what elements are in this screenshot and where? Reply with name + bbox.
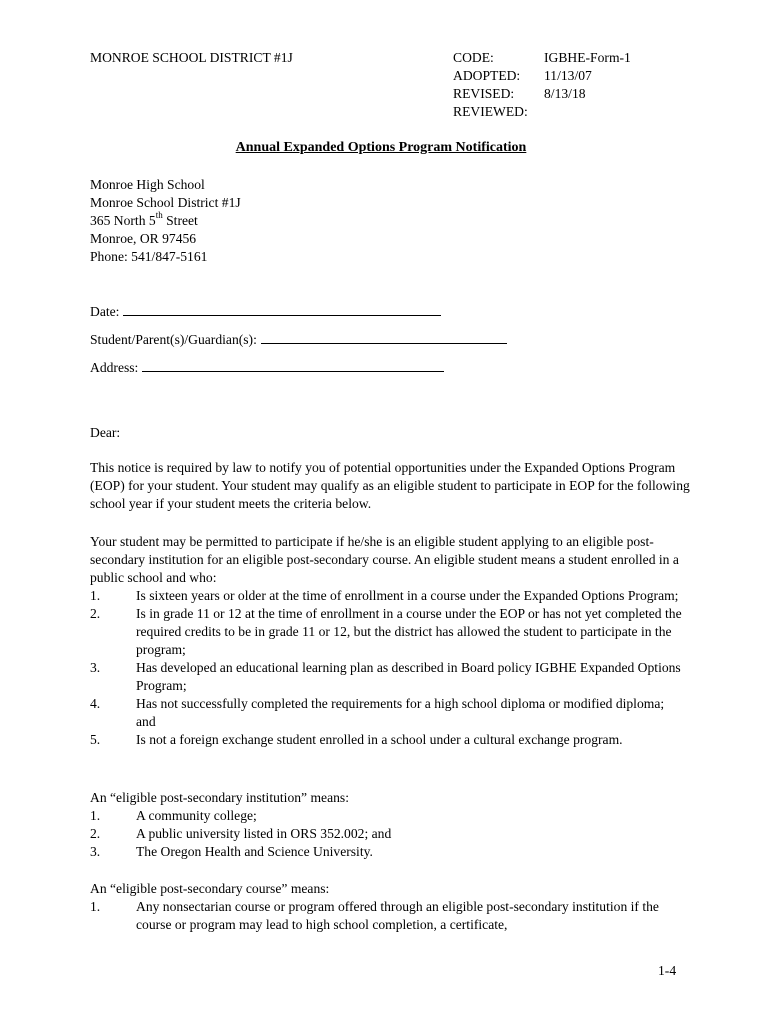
list-item [90, 587, 686, 605]
list-number: 1. [90, 808, 101, 823]
eligibility-section [90, 533, 686, 749]
list-item [90, 898, 690, 934]
intro-text: This notice is required by law to notify you of potential opportunities under the Expanded Options Program (EOP) for your student. Your student may qualify as an eligible student to participate in EOP for the following school year if your student meets the criteria below. [90, 460, 690, 511]
list-number: 2. [90, 826, 101, 841]
list-text: Is in grade 11 or 12 at the time of enrollment in a course under the EOP or has not yet completed the required credits to be in grade 11 or 12, but the district has allowed the student to participate in the program; [136, 606, 682, 657]
list-item [90, 731, 686, 749]
list-text: Has not successfully completed the requirements for a high school diploma or modified diploma; and [136, 696, 665, 729]
list-item [90, 843, 690, 861]
list-number: 1. [90, 588, 101, 603]
list-item [90, 825, 690, 843]
school-name: Monroe High School [90, 177, 205, 192]
list-item [90, 605, 686, 659]
list-number: 3. [90, 844, 101, 859]
course-intro: An “eligible post-secondary course” means: [90, 881, 330, 896]
list-item [90, 807, 690, 825]
street-number: 365 North 5 [90, 213, 156, 228]
meta-row-adopted [453, 67, 673, 85]
list-number: 4. [90, 696, 101, 711]
meta-row-revised [453, 85, 673, 103]
meta-value: 8/13/18 [544, 86, 586, 101]
address-blank-line[interactable] [142, 359, 444, 372]
meta-key: REVISED: [453, 86, 515, 101]
school-address [90, 176, 241, 266]
meta-key: CODE: [453, 50, 494, 65]
meta-key: REVIEWED: [453, 104, 528, 119]
district-name: MONROE SCHOOL DISTRICT #1J [90, 50, 293, 65]
list-item [90, 695, 686, 731]
street-name: Street [162, 213, 198, 228]
address-phone: Phone: 541/847-5161 [90, 249, 208, 264]
meta-value: 11/13/07 [544, 68, 592, 83]
date-label: Date: [90, 304, 120, 319]
intro-paragraph [90, 459, 690, 513]
list-item [90, 659, 686, 695]
page-number: 1-4 [658, 963, 677, 978]
list-text: Has developed an educational learning plan as described in Board policy IGBHE Expanded Options Program; [136, 660, 681, 693]
salutation: Dear: [90, 425, 121, 440]
student-label: Student/Parent(s)/Guardian(s): [90, 332, 257, 347]
list-number: 1. [90, 899, 101, 914]
list-text: A public university listed in ORS 352.002; and [136, 826, 392, 841]
address-street [90, 212, 241, 230]
date-blank-line[interactable] [123, 303, 441, 316]
student-field [90, 331, 507, 349]
list-number: 5. [90, 732, 101, 747]
eligibility-intro: Your student may be permitted to participate if he/she is an eligible student applying to an eligible post-secondary institution for an eligible post-secondary course. An eligible student means a student enrolled in a public school and who: [90, 534, 679, 585]
date-field [90, 303, 441, 321]
course-section [90, 880, 690, 934]
student-blank-line[interactable] [261, 331, 507, 344]
meta-value: IGBHE-Form-1 [544, 50, 631, 65]
street-ordinal: th [155, 210, 163, 221]
list-number: 2. [90, 606, 101, 621]
list-text: Any nonsectarian course or program offered through an eligible post-secondary institution if the course or program may lead to high school completion, a certificate, [136, 899, 659, 932]
meta-row-code [453, 49, 673, 67]
list-text: Is not a foreign exchange student enrolled in a school under a cultural exchange program. [136, 732, 623, 747]
list-text: Is sixteen years or older at the time of enrollment in a course under the Expanded Options Program; [136, 588, 679, 603]
meta-key: ADOPTED: [453, 68, 521, 83]
address-label: Address: [90, 360, 139, 375]
address-city: Monroe, OR 97456 [90, 231, 197, 246]
document-title-text: Annual Expanded Options Program Notification [235, 140, 527, 155]
institution-intro: An “eligible post-secondary institution” means: [90, 790, 349, 805]
address-district: Monroe School District #1J [90, 195, 241, 210]
institution-section [90, 789, 690, 861]
policy-meta-block [453, 49, 673, 121]
address-field [90, 359, 444, 377]
list-text: The Oregon Health and Science University. [136, 844, 373, 859]
document-title [0, 139, 770, 157]
meta-row-reviewed [453, 103, 673, 121]
list-text: A community college; [136, 808, 257, 823]
list-number: 3. [90, 660, 101, 675]
